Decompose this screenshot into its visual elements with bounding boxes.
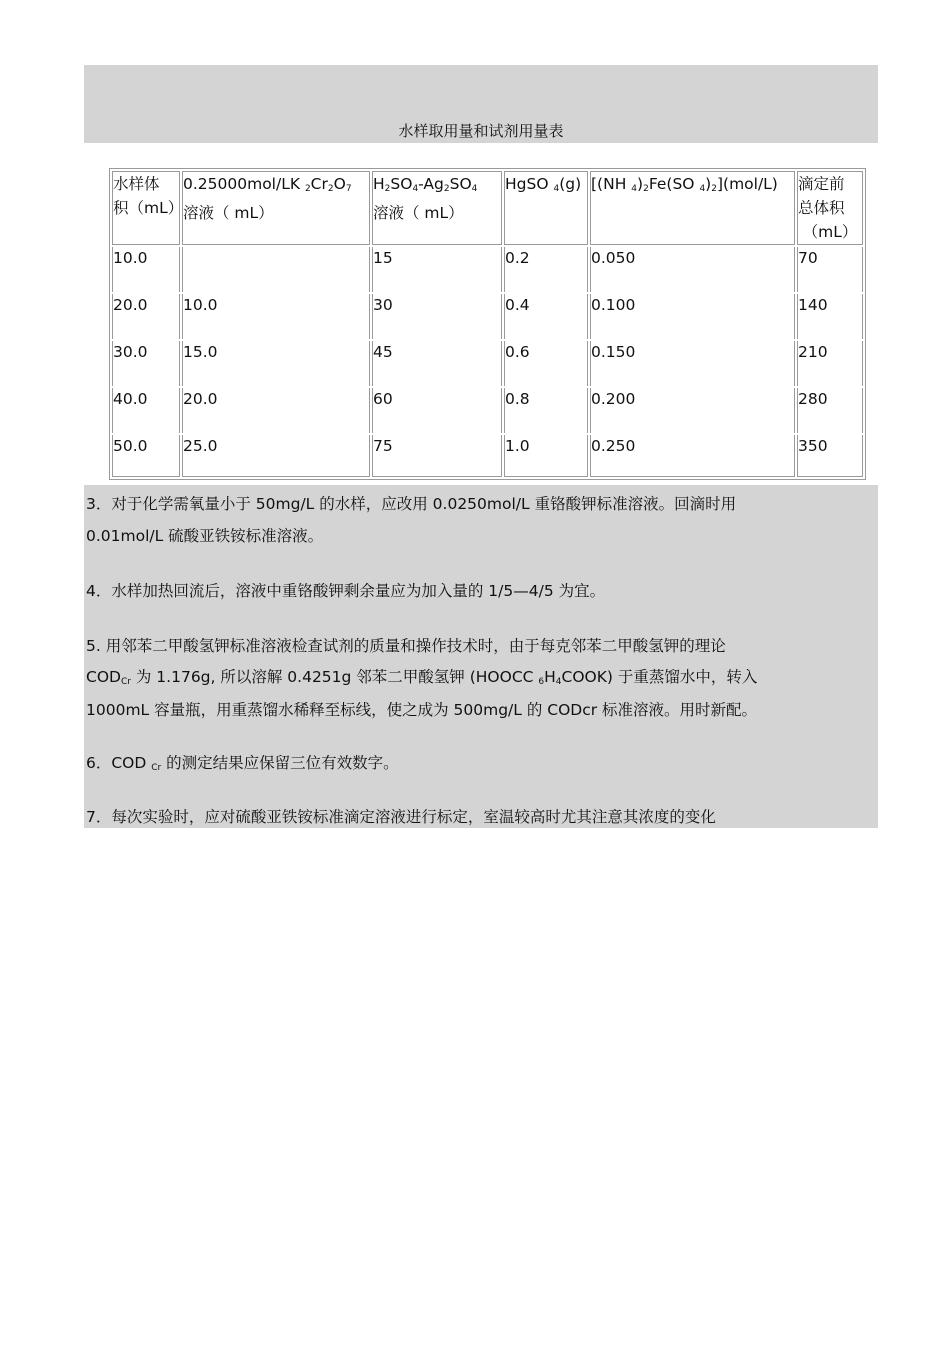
table-cell: 25.0 — [182, 435, 370, 477]
table-cell: 20.0 — [112, 294, 180, 339]
table-cell: 0.250 — [590, 435, 795, 477]
header-total-volume: 滴定前 总体积 （mL） — [797, 171, 863, 245]
header-mercury-sulfate: HgSO $_4$(g) — [504, 171, 588, 245]
table-cell: 0.200 — [590, 388, 795, 433]
table-cell: 0.6 — [504, 341, 588, 386]
note-5-line-2: $COD_{Cr}$ 为 1.176g, 所以溶解 0.4251g 邻苯二甲酸氢钾 (HOOCC $_6H_4COOK$) 于重蒸馏水中，转入 — [86, 668, 758, 687]
table-row — [112, 247, 863, 292]
table-cell: 60 — [372, 388, 502, 433]
table-cell: 0.100 — [590, 294, 795, 339]
table-cell: 1.0 — [504, 435, 588, 477]
table-cell: 10.0 — [182, 294, 370, 339]
table-cell: 210 — [797, 341, 863, 386]
table-row — [112, 341, 863, 386]
table-cell: 30 — [372, 294, 502, 339]
header-sample-volume: 水样体 积（mL） — [112, 171, 180, 245]
table-title: 水样取用量和试剂用量表 — [398, 122, 564, 140]
table-row — [112, 294, 863, 339]
table-cell: 0.8 — [504, 388, 588, 433]
table-cell: 50.0 — [112, 435, 180, 477]
table-cell: 140 — [797, 294, 863, 339]
table-cell: 15 — [372, 247, 502, 292]
table-cell: 40.0 — [112, 388, 180, 433]
note-7: 7．每次实验时，应对硫酸亚铁铵标准滴定溶液进行标定，室温较高时尤其注意其浓度的变化 — [86, 808, 716, 826]
table-cell: 20.0 — [182, 388, 370, 433]
title-band — [84, 65, 878, 143]
table-row — [112, 388, 863, 433]
table-cell: 10.0 — [112, 247, 180, 292]
table-header-row — [112, 171, 863, 245]
header-ferrous-ammonium: [(NH $_4)_2Fe(SO$ $_4)_2](mol/L)$ — [590, 171, 795, 245]
table-row — [112, 435, 863, 477]
table-cell: 15.0 — [182, 341, 370, 386]
reagent-table — [109, 168, 866, 480]
table-cell: 0.2 — [504, 247, 588, 292]
note-6: 6．COD $_{Cr}$ 的测定结果应保留三位有效数字。 — [86, 754, 399, 773]
note-5-line-3: 1000mL 容量瓶，用重蒸馏水稀释至标线，使之成为 500mg/L 的 CODcr 标准溶液。用时新配。 — [86, 701, 758, 719]
table-cell: 0.4 — [504, 294, 588, 339]
table-cell — [182, 247, 370, 292]
table-cell: 280 — [797, 388, 863, 433]
table-cell: 350 — [797, 435, 863, 477]
header-sulfuric-silver: $H_2SO_4-Ag_2SO_4$ 溶液（ mL） — [372, 171, 502, 245]
table-cell: 0.050 — [590, 247, 795, 292]
table-cell: 0.150 — [590, 341, 795, 386]
header-dichromate: 0.25000mol/LK $_2Cr_2O_7$ 溶液（ mL） — [182, 171, 370, 245]
note-5-line-1: 5. 用邻苯二甲酸氢钾标准溶液检查试剂的质量和操作技术时，由于每克邻苯二甲酸氢钾的理论 — [86, 637, 726, 655]
note-3-line-2: 0.01mol/L 硫酸亚铁铵标准溶液。 — [86, 527, 324, 545]
note-3-line-1: 3．对于化学需氧量小于 50mg/L 的水样，应改用 0.0250mol/L 重铬酸钾标准溶液。回滴时用 — [86, 495, 737, 513]
note-4: 4．水样加热回流后，溶液中重铬酸钾剩余量应为加入量的 1/5—4/5 为宜。 — [86, 582, 606, 600]
table-cell: 30.0 — [112, 341, 180, 386]
table-cell: 75 — [372, 435, 502, 477]
table-cell: 45 — [372, 341, 502, 386]
table-cell: 70 — [797, 247, 863, 292]
